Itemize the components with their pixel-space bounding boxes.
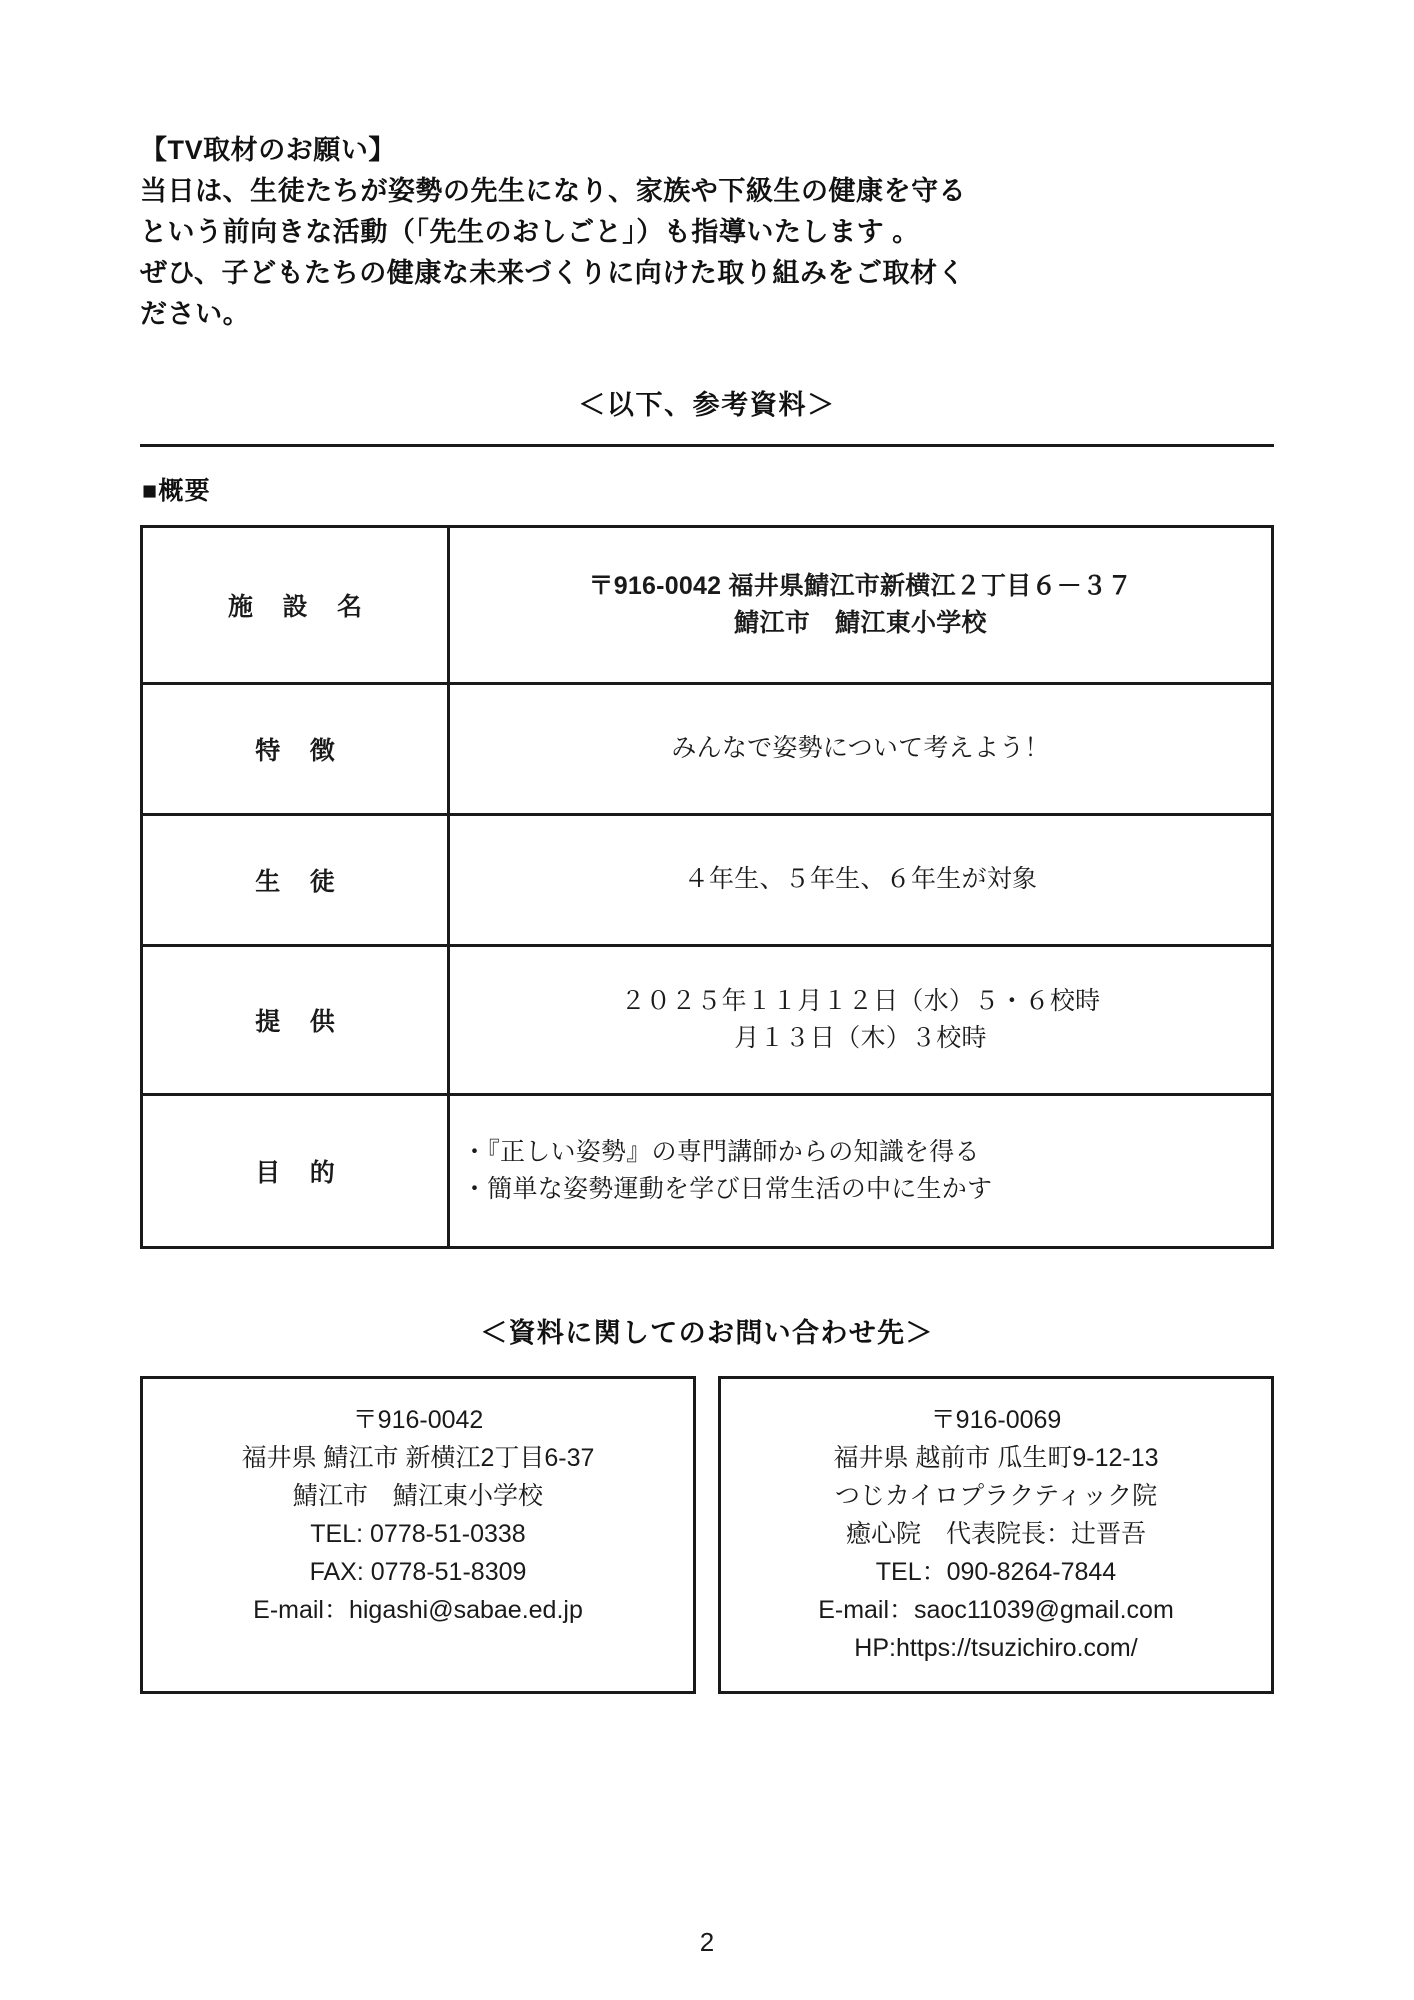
row-label-purpose: 目 的 — [142, 1095, 449, 1248]
row-value-feature — [449, 684, 1273, 815]
row-label-provide: 提 供 — [142, 946, 449, 1095]
contact-line: TEL: 0778-51-0338 — [310, 1520, 526, 1549]
row-value-provide — [449, 946, 1273, 1095]
value-line: 鯖江市 鯖江東小学校 — [734, 609, 987, 638]
row-value-purpose — [449, 1095, 1273, 1248]
contact-box-clinic — [718, 1376, 1274, 1694]
row-label-facility: 施 設 名 — [142, 527, 449, 684]
row-label-feature: 特 徴 — [142, 684, 449, 815]
row-label-students: 生 徒 — [142, 815, 449, 946]
horizontal-divider — [140, 444, 1274, 447]
section-title-overview: ■概要 — [142, 477, 211, 506]
contact-line: 福井県 越前市 瓜生町9-12-13 — [833, 1444, 1159, 1473]
table-row — [142, 1095, 1273, 1248]
value-line: 〒916-0042 福井県鯖江市新横江２丁目６－３７ — [588, 571, 1133, 600]
intro-line: 【TV取材のお願い】 — [140, 135, 396, 165]
contact-line: 癒心院 代表院長：辻晋吾 — [845, 1520, 1146, 1549]
contact-line: 〒916-0042 — [352, 1406, 484, 1435]
intro-line: という前向きな活動（「先生のおしごと」）も指導いたします 。 — [140, 217, 920, 248]
table-row — [142, 684, 1273, 815]
intro-paragraph — [140, 130, 1274, 335]
contact-line: TEL：090-8264-7844 — [875, 1558, 1117, 1587]
value-line: 月１３日（木）３校時 — [734, 1024, 987, 1053]
intro-line: 当日は、生徒たちが姿勢の先生になり、家族や下級生の健康を守る — [140, 176, 967, 207]
value-line: みんなで姿勢について考えよう！ — [671, 734, 1050, 763]
row-value-students — [449, 815, 1273, 946]
contact-line: 〒916-0069 — [930, 1406, 1062, 1435]
table-row — [142, 946, 1273, 1095]
contact-heading: ＜資料に関してのお問い合わせ先＞ — [480, 1318, 934, 1349]
value-line: ・簡単な姿勢運動を学び日常生活の中に生かす — [462, 1175, 993, 1204]
contact-line: E-mail：higashi@sabae.ed.jp — [253, 1596, 583, 1625]
value-line: ２０２５年１１月１２日（水）５・６校時 — [620, 986, 1101, 1015]
page-number: 2 — [699, 1927, 715, 1957]
contact-line: 福井県 鯖江市 新横江2丁目6-37 — [241, 1444, 595, 1473]
intro-line: ださい。 — [140, 299, 251, 330]
contact-box-school — [140, 1376, 696, 1694]
contact-line: E-mail：saoc11039@gmail.com — [818, 1596, 1174, 1625]
contact-line: HP:https://tsuzichiro.com/ — [854, 1634, 1138, 1663]
contact-boxes — [140, 1376, 1274, 1694]
contact-line: FAX: 0778-51-8309 — [309, 1558, 527, 1587]
contact-line: 鯖江市 鯖江東小学校 — [292, 1482, 543, 1511]
value-line: ・『正しい姿勢』の専門講師からの知識を得る — [462, 1137, 980, 1166]
value-line: ４年生、５年生、６年生が対象 — [683, 865, 1038, 894]
intro-line: ぜひ、子どもたちの健康な未来づくりに向けた取り組みをご取材く — [140, 258, 966, 289]
overview-table — [140, 525, 1274, 1249]
row-value-facility — [449, 527, 1273, 684]
contact-line: つじカイロプラクティック院 — [834, 1482, 1158, 1511]
table-row — [142, 815, 1273, 946]
reference-heading: ＜以下、参考資料＞ — [578, 390, 836, 421]
table-row — [142, 527, 1273, 684]
